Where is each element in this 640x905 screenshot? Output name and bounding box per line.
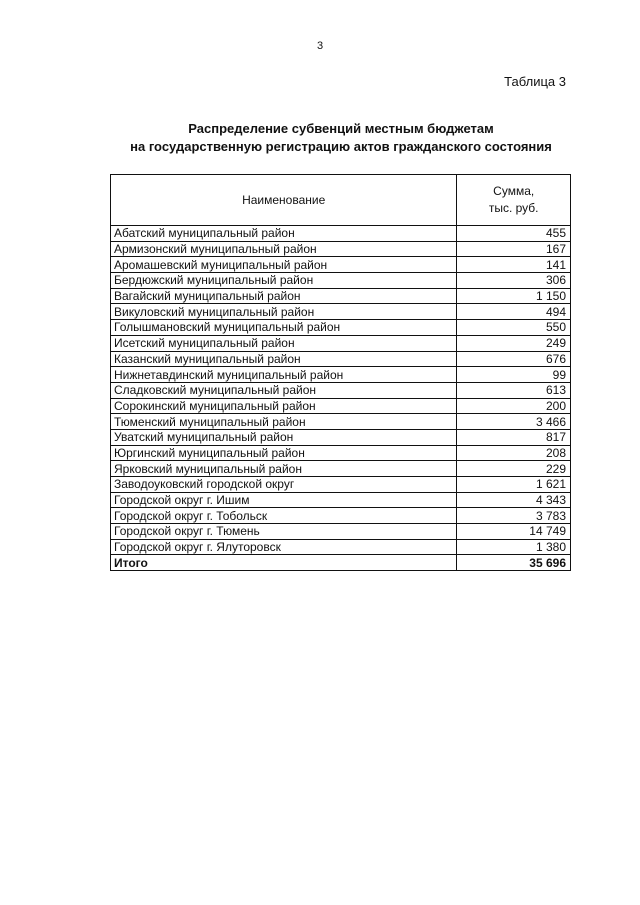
- row-amount: 1 380: [457, 539, 571, 555]
- total-label: Итого: [111, 555, 457, 571]
- table-row: [111, 382, 571, 398]
- table-row: [111, 226, 571, 242]
- table-row: [111, 414, 571, 430]
- table-row: [111, 241, 571, 257]
- row-name: Городской округ г. Ялуторовск: [111, 539, 457, 555]
- row-amount: 550: [457, 320, 571, 336]
- table-row: [111, 492, 571, 508]
- table-row: [111, 257, 571, 273]
- table-row: [111, 304, 571, 320]
- header-sum: [457, 175, 571, 226]
- header-name: Наименование: [111, 175, 457, 226]
- row-amount: 817: [457, 429, 571, 445]
- table-caption: Таблица 3: [504, 74, 566, 89]
- table-row: [111, 398, 571, 414]
- row-name: Городской округ г. Тюмень: [111, 524, 457, 540]
- header-sum-line-2: тыс. руб.: [488, 201, 539, 215]
- row-name: Голышмановский муниципальный район: [111, 320, 457, 336]
- table-header-row: [111, 175, 571, 226]
- row-name: Армизонский муниципальный район: [111, 241, 457, 257]
- row-name: Вагайский муниципальный район: [111, 288, 457, 304]
- row-amount: 4 343: [457, 492, 571, 508]
- row-name: Бердюжский муниципальный район: [111, 273, 457, 289]
- row-amount: 494: [457, 304, 571, 320]
- row-name: Юргинский муниципальный район: [111, 445, 457, 461]
- row-amount: 229: [457, 461, 571, 477]
- row-amount: 1 621: [457, 477, 571, 493]
- row-amount: 208: [457, 445, 571, 461]
- table-row: [111, 351, 571, 367]
- table-row: [111, 429, 571, 445]
- row-amount: 1 150: [457, 288, 571, 304]
- row-name: Абатский муниципальный район: [111, 226, 457, 242]
- row-name: Уватский муниципальный район: [111, 429, 457, 445]
- row-name: Тюменский муниципальный район: [111, 414, 457, 430]
- table-row: [111, 367, 571, 383]
- row-amount: 167: [457, 241, 571, 257]
- row-name: Нижнетавдинский муниципальный район: [111, 367, 457, 383]
- row-name: Исетский муниципальный район: [111, 335, 457, 351]
- row-amount: 249: [457, 335, 571, 351]
- table-row: [111, 477, 571, 493]
- row-amount: 455: [457, 226, 571, 242]
- row-name: Аромашевский муниципальный район: [111, 257, 457, 273]
- row-name: Заводоуковский городской округ: [111, 477, 457, 493]
- row-amount: 3 783: [457, 508, 571, 524]
- document-title: [110, 120, 572, 156]
- row-amount: 200: [457, 398, 571, 414]
- total-amount: 35 696: [457, 555, 571, 571]
- header-sum-line-1: Сумма,: [493, 184, 535, 198]
- table-row: [111, 335, 571, 351]
- page-number: 3: [316, 40, 324, 52]
- row-name: Ярковский муниципальный район: [111, 461, 457, 477]
- row-name: Викуловский муниципальный район: [111, 304, 457, 320]
- row-amount: 14 749: [457, 524, 571, 540]
- total-row: [111, 555, 571, 571]
- row-amount: 99: [457, 367, 571, 383]
- table-row: [111, 539, 571, 555]
- row-name: Казанский муниципальный район: [111, 351, 457, 367]
- row-amount: 676: [457, 351, 571, 367]
- row-name: Городской округ г. Ишим: [111, 492, 457, 508]
- row-amount: 613: [457, 382, 571, 398]
- title-line-1: Распределение субвенций местным бюджетам: [188, 121, 494, 136]
- row-amount: 141: [457, 257, 571, 273]
- table-row: [111, 508, 571, 524]
- row-name: Сладковский муниципальный район: [111, 382, 457, 398]
- subventions-table: [110, 174, 571, 571]
- table-body: [111, 226, 571, 571]
- table-row: [111, 273, 571, 289]
- table-row: [111, 445, 571, 461]
- table-row: [111, 320, 571, 336]
- table-row: [111, 288, 571, 304]
- row-amount: 3 466: [457, 414, 571, 430]
- row-name: Сорокинский муниципальный район: [111, 398, 457, 414]
- table-row: [111, 524, 571, 540]
- row-amount: 306: [457, 273, 571, 289]
- table-row: [111, 461, 571, 477]
- row-name: Городской округ г. Тобольск: [111, 508, 457, 524]
- title-line-2: на государственную регистрацию актов гражданского состояния: [130, 139, 552, 154]
